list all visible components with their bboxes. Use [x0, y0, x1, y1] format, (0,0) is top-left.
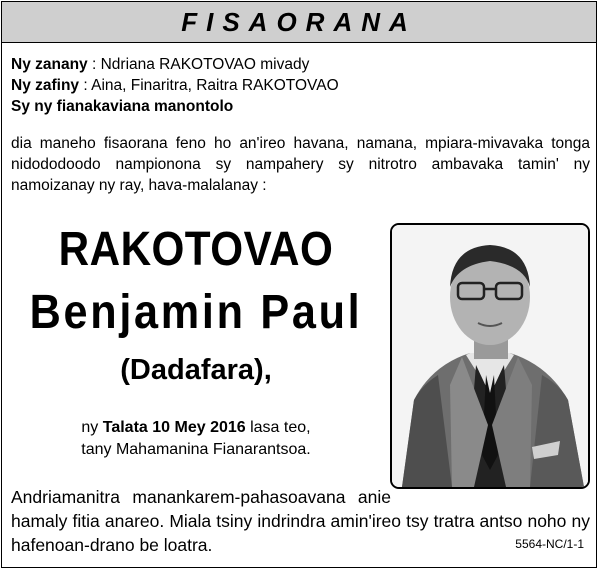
- deceased-surname: RAKOTOVAO: [58, 223, 334, 276]
- death-date-line: [2, 417, 390, 439]
- deceased-nickname: [2, 354, 390, 387]
- death-suffix: lasa teo,: [245, 419, 311, 436]
- death-date: Talata 10 Mey 2016: [102, 419, 246, 436]
- children-line: [11, 54, 339, 75]
- closing-line-1: Andriamanitra manankarem-pahasoavana anie: [11, 487, 391, 507]
- grandchildren-line: [11, 75, 339, 96]
- deceased-given-names: Benjamin Paul: [29, 286, 363, 339]
- whole-family-text: Sy ny fianakaviana manontolo: [11, 98, 234, 115]
- intro-paragraph: dia maneho fisaorana feno ho an'ireo havana, namana, mpiara-mivavaka tonga nidododoodo nampionona sy nampahery sy nitrotro ambavaka tamin' ny namoizanay ny ray, hava-malalanay :: [11, 135, 590, 194]
- portrait-illustration: [392, 225, 588, 487]
- closing-paragraph: [11, 485, 590, 557]
- death-prefix: ny: [81, 419, 103, 436]
- children-value: : Ndriana RAKOTOVAO mivady: [87, 56, 310, 73]
- death-place: tany Mahamanina Fianarantsoa.: [81, 441, 311, 458]
- nickname-text: (Dadafara): [120, 354, 264, 386]
- children-label: Ny zanany: [11, 56, 88, 73]
- grandchildren-value: : Aina, Finaritra, Raitra RAKOTOVAO: [79, 77, 339, 94]
- notice-frame: [1, 1, 597, 568]
- family-info: [11, 54, 339, 117]
- whole-family-line: [11, 96, 339, 117]
- notice-title: FISAORANA: [181, 6, 417, 37]
- header-bar: [2, 2, 596, 43]
- grandchildren-label: Ny zafiny: [11, 77, 80, 94]
- reference-code: 5564-NC/1-1: [515, 537, 584, 551]
- portrait-photo: [390, 223, 590, 489]
- death-details: [2, 417, 390, 461]
- closing-rest: hamaly fitia anareo. Miala tsiny indrindra amin'ireo tsy tratra antso noho ny hafenoan-drano be loatra.: [11, 511, 590, 555]
- nickname-comma: ,: [263, 354, 272, 386]
